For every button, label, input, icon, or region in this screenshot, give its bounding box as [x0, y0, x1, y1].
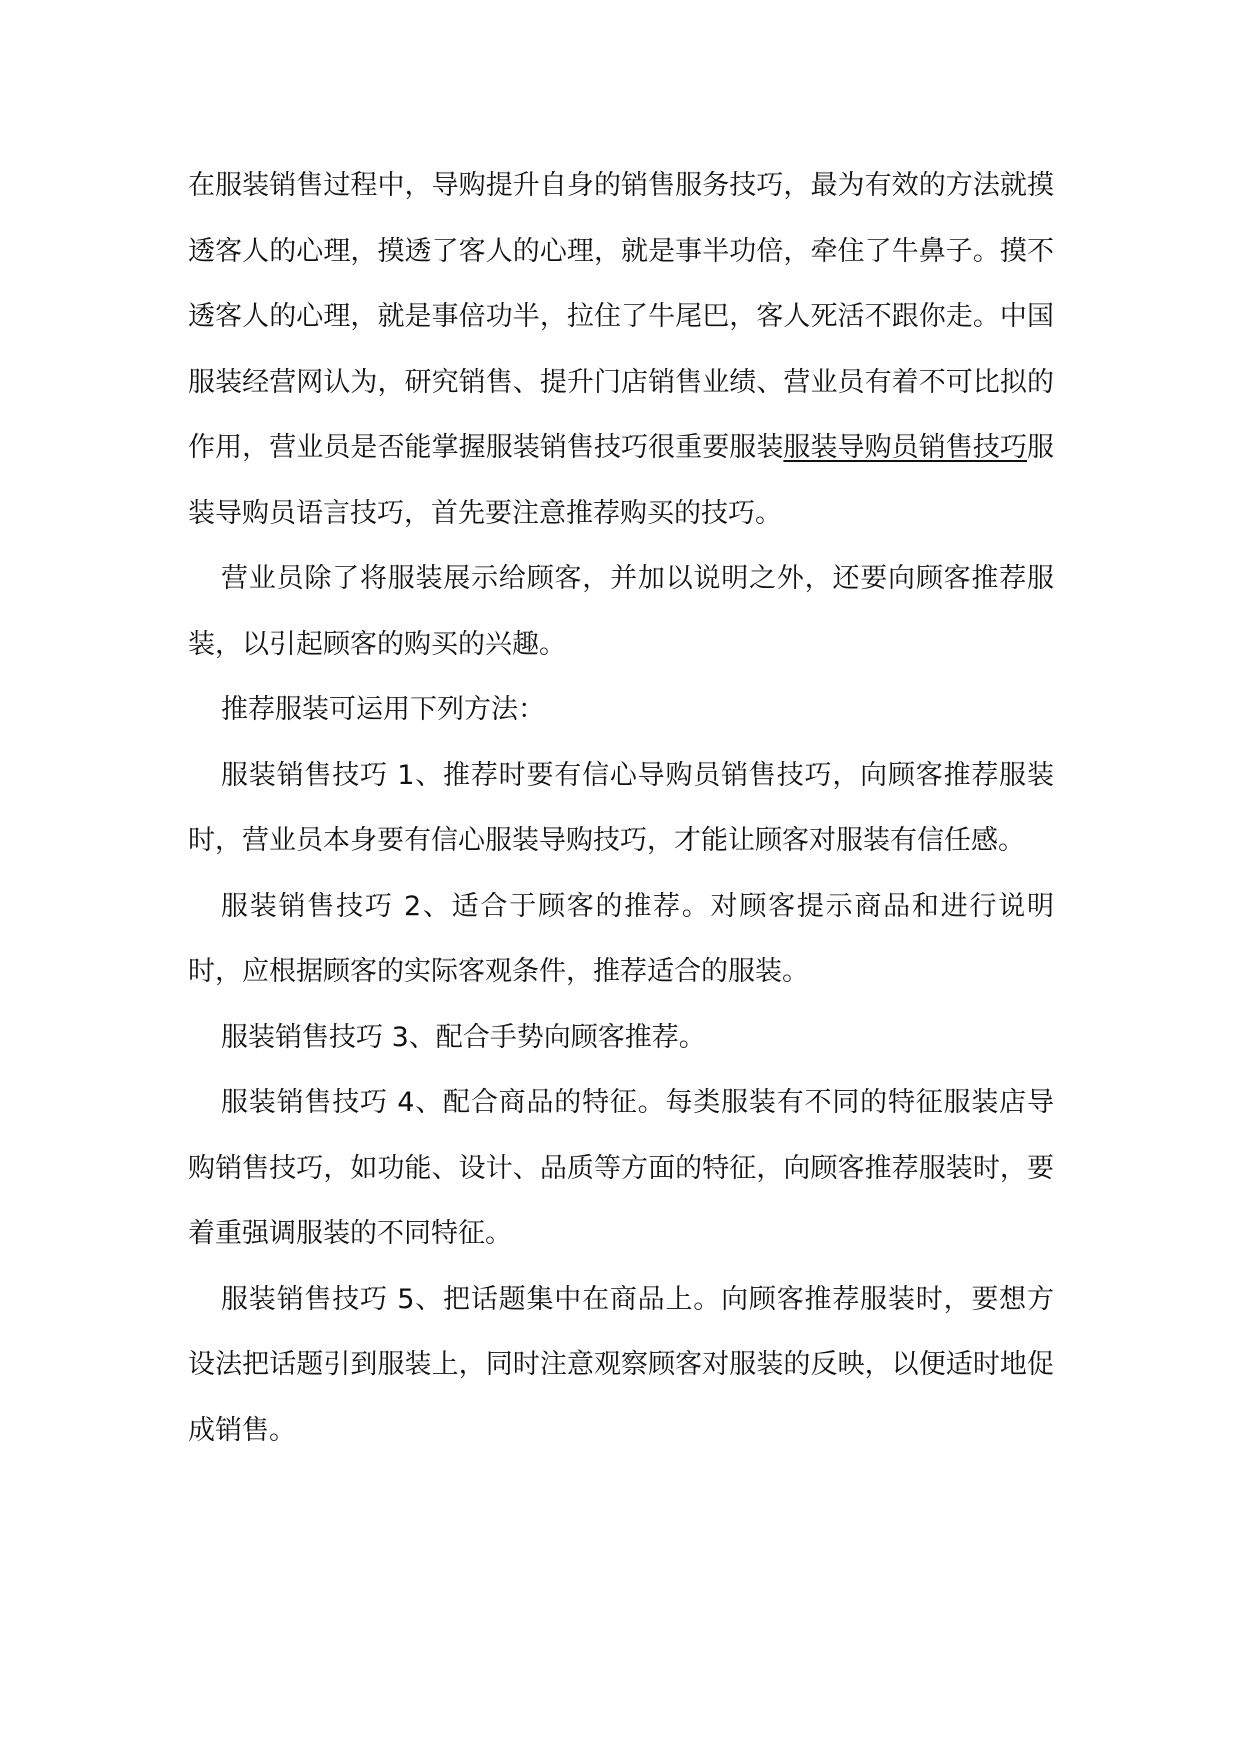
document-body — [188, 153, 1054, 1463]
paragraph-tip-1: 服装销售技巧 1、推荐时要有信心导购员销售技巧，向顾客推荐服装时，营业员本身要有信心服装导购技巧，才能让顾客对服装有信任感。 — [188, 759, 1054, 856]
intro-text: 在服装销售过程中，导购提升自身的销售服务技巧，最为有效的方法就摸透客人的心理，摸透了客人的心理，就是事半功倍，牵住了牛鼻子。摸不透客人的心理，就是事倍功半，拉住了牛尾巴，客人死活不跟你走。中国服装经营网认为，研究销售、提升门店销售业绩、营业员有着不可比拟的作用，营业员是否能掌握服装销售技巧很重要服装 — [188, 170, 1054, 463]
paragraph-tip-5: 服装销售技巧 5、把话题集中在商品上。向顾客推荐服装时，要想方设法把话题引到服装上，同时注意观察顾客对服装的反映，以便适时地促成销售。 — [188, 1283, 1054, 1446]
paragraph-recommend: 营业员除了将服装展示给顾客，并加以说明之外，还要向顾客推荐服装，以引起顾客的购买的兴趣。 — [188, 563, 1054, 660]
paragraph-tip-4: 服装销售技巧 4、配合商品的特征。每类服装有不同的特征服装店导购销售技巧，如功能、设计、品质等方面的特征，向顾客推荐服装时，要着重强调服装的不同特征。 — [188, 1087, 1054, 1249]
paragraph-intro — [188, 153, 1054, 546]
intro-text-continued: 服装导购员语言技巧，首先要注意推荐购买的技巧。 — [188, 432, 1055, 529]
paragraph-methods-heading: 推荐服装可运用下列方法： — [221, 694, 545, 725]
paragraph-tip-3: 服装销售技巧 3、配合手势向顾客推荐。 — [221, 1021, 706, 1053]
paragraph-tip-2: 服装销售技巧 2、适合于顾客的推荐。对顾客提示商品和进行说明时，应根据顾客的实际客观条件，推荐适合的服装。 — [188, 890, 1054, 987]
sales-tips-link[interactable]: 服装导购员销售技巧 — [783, 432, 1028, 463]
